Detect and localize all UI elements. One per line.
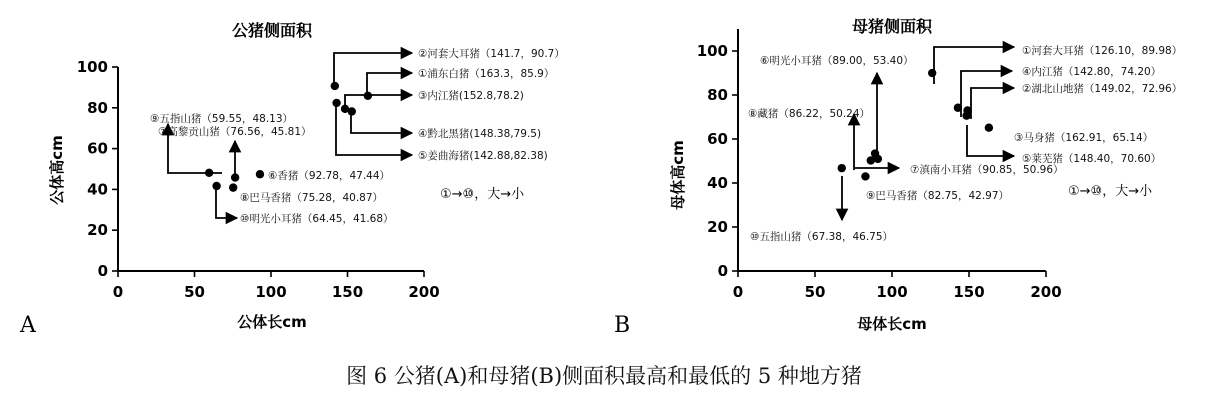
x-axis-label: 母体长cm [857,315,927,333]
connector-arrow [351,112,412,133]
panel-b [614,17,1182,338]
point-label: ⑦高黎贡山猪（76.56，45.81） [158,126,312,138]
connector-arrow [367,73,412,96]
x-tick-label: 200 [408,283,440,301]
data-point [928,69,936,77]
x-axis-label: 公体长cm [237,313,307,331]
data-point [256,170,264,178]
point-label: ⑤姜曲海猪(142.88,82.38) [418,150,548,162]
x-tick-label: 150 [331,283,364,301]
x-tick-label: 100 [876,283,908,301]
data-point [231,173,239,181]
y-axis-label: 母体高cm [669,140,687,210]
panel-label: B [614,313,631,338]
data-point [205,169,213,177]
y-tick-label: 40 [707,174,728,192]
y-tick-label: 40 [87,180,108,199]
panel-label: A [20,313,36,338]
y-tick-label: 60 [707,130,728,148]
data-point [874,155,882,163]
data-point [341,105,349,113]
data-point [861,172,869,180]
data-point [332,99,340,107]
y-tick-label: 100 [76,58,108,76]
y-tick-label: 0 [717,262,728,280]
y-tick-label: 20 [707,218,728,236]
point-label: ①浦东白猪（163.3，85.9） [418,68,555,80]
data-point [229,183,237,191]
point-label: ④黔北黑猪(148.38,79.5) [418,128,542,140]
point-label: ⑩明光小耳猪（64.45，41.68） [240,213,394,225]
data-point [867,156,875,164]
point-label: ②河套大耳猪（141.7，90.7） [418,48,565,60]
x-tick-label: 0 [112,283,124,301]
point-label: ⑩五指山猪（67.38，46.75） [750,231,894,243]
y-tick-label: 80 [87,98,108,117]
point-label: ①河套大耳猪（126.10，89.98） [1022,45,1183,57]
data-point [954,104,962,112]
chart-title: 公猪侧面积 [231,21,313,40]
data-point [985,123,993,131]
connector-arrow [971,88,1014,119]
connector-arrow [336,105,412,155]
panel-a [19,21,565,338]
point-label: ③内江猪(152.8,78.2) [418,90,524,102]
y-tick-label: 0 [97,262,108,280]
figure-caption: 图 6 公猪(A)和母猪(B)侧面积最高和最低的 5 种地方猪 [346,364,862,388]
x-tick-label: 50 [184,283,205,301]
x-tick-label: 100 [255,283,287,301]
point-label: ⑤莱芜猪（148.40，70.60） [1022,153,1162,165]
point-label: ②湖北山地猪（149.02，72.96） [1022,83,1183,95]
x-tick-label: 0 [732,283,744,301]
point-label: ③马身猪（162.91，65.14） [1014,132,1154,144]
data-point [331,82,339,90]
point-label: ⑧藏猪（86.22，50.24） [748,108,871,120]
x-tick-label: 200 [1030,283,1062,301]
point-label: ⑧巴马香猪（75.28，40.87） [240,192,384,204]
connector-arrow [334,53,412,88]
y-tick-label: 60 [87,139,108,158]
x-tick-label: 50 [804,283,826,301]
rank-note: ①→⑩，大→小 [440,187,525,202]
point-label: ⑥香猪（92.78，47.44） [268,170,391,182]
point-label: ④内江猪（142.80，74.20） [1022,66,1162,78]
data-point [838,164,846,172]
y-tick-label: 100 [696,42,728,60]
point-label: ⑨巴马香猪（82.75，42.97） [866,190,1010,202]
point-label: ⑥明光小耳猪（89.00，53.40） [760,55,914,67]
y-tick-label: 80 [707,86,728,104]
chart-title: 母猪侧面积 [851,17,933,36]
rank-note: ①→⑩，大→小 [1068,184,1153,199]
y-tick-label: 20 [87,221,108,240]
connector-arrow [934,47,1014,84]
point-label: ⑨五指山猪（59.55，48.13） [150,113,294,125]
x-tick-label: 150 [953,283,985,301]
y-axis-label: 公体高cm [48,135,66,205]
data-point [364,92,372,100]
data-point [962,111,970,119]
data-point [212,182,220,190]
point-label: ⑦滇南小耳猪（90.85，50.96） [910,164,1064,176]
